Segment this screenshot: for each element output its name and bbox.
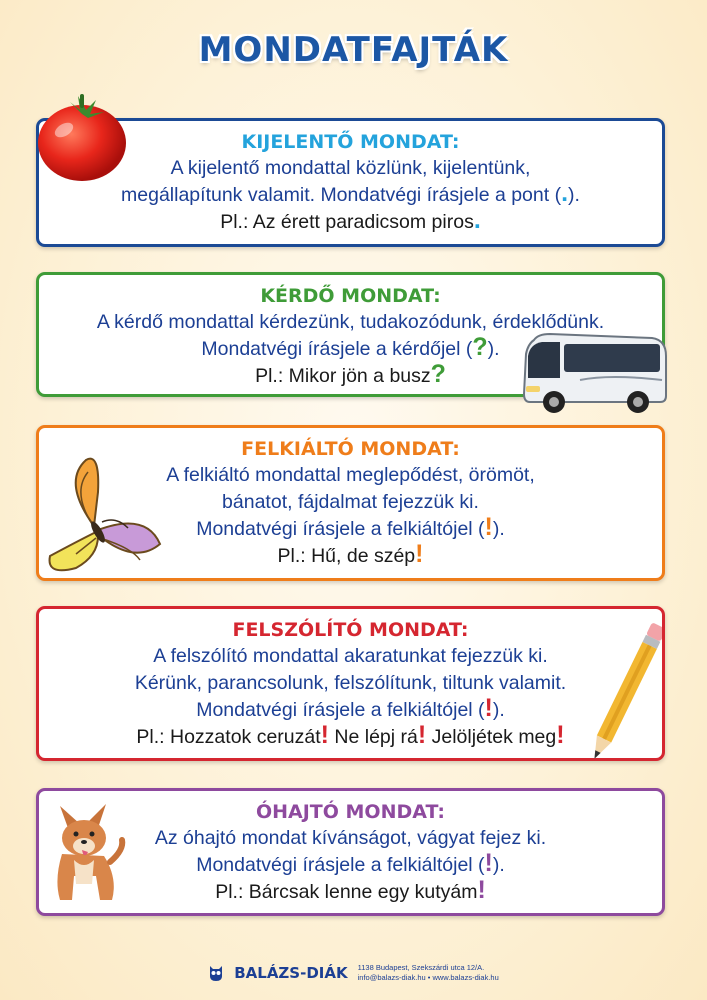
pencil-icon [590,614,662,774]
punctuation-mark: ? [430,360,446,388]
card-heading: KIJELENTŐ MONDAT: [241,131,460,153]
punctuation-mark: ! [417,721,427,749]
punctuation-mark: ! [484,694,493,722]
card-example: Pl.: Mikor jön a busz? [255,360,446,388]
card-heading: KÉRDŐ MONDAT: [260,285,441,307]
footer [0,958,707,988]
footer-address: 1138 Budapest, Szekszárdi utca 12/A. [357,963,485,972]
punctuation-mark: ! [484,513,493,541]
card-text-line: A kijelentő mondattal közlünk, kijelentünk, [170,157,531,179]
card-text-line: A felkiáltó mondattal meglepődést, örömöt, [166,464,535,486]
punctuation-mark: ! [556,721,565,749]
punctuation-mark: ? [472,333,488,361]
butterfly-icon [36,452,166,580]
punctuation-mark: ! [320,721,329,749]
brand-name: BALÁZS-DIÁK [234,964,348,982]
dog-icon [40,800,128,910]
card-heading: FELSZÓLÍTÓ MONDAT: [232,619,469,641]
card-rule-line: Mondatvégi írásjele a felkiáltójel (!). [196,694,505,722]
card-felszolito [36,606,665,761]
card-ohajto [36,788,665,916]
card-example: Pl.: Az érett paradicsom piros. [220,206,481,234]
punctuation-mark: ! [415,540,424,568]
page-title: MONDATFAJTÁK [198,30,509,70]
card-text-line: A kérdő mondattal kérdezünk, tudakozódunk, érdeklődünk. [96,311,605,333]
card-example: Pl.: Hű, de szép! [277,540,424,568]
card-rule-line: Mondatvégi írásjele a felkiáltójel (!). [196,513,505,541]
footer-links: info@balazs-diak.hu • www.balazs-diak.hu [357,973,499,982]
card-rule-line: Mondatvégi írásjele a kérdőjel (?). [201,333,500,361]
card-text-line: Kérünk, parancsolunk, felszólítunk, tiltunk valamit. [134,672,567,694]
card-text-line: Az óhajtó mondat kívánságot, vágyat fejez ki. [154,827,547,849]
card-example: Pl.: Hozzatok ceruzát! Ne lépj rá! Jelöljétek meg! [136,721,565,749]
footer-contact [358,963,499,983]
card-text-line: bánatot, fájdalmat fejezzük ki. [222,491,479,513]
owl-logo-icon [208,964,224,982]
card-heading: ÓHAJTÓ MONDAT: [255,801,446,823]
punctuation-mark: ! [477,876,486,904]
card-example: Pl.: Bárcsak lenne egy kutyám! [215,876,486,904]
card-rule-line: Mondatvégi írásjele a felkiáltójel (!). [196,849,505,877]
tomato-icon [34,88,130,184]
bus-icon [520,330,670,416]
punctuation-mark: . [473,206,481,234]
card-text-line: A felszólító mondattal akaratunkat fejezzük ki. [153,645,548,667]
punctuation-mark: ! [484,849,493,877]
card-rule-line: megállapítunk valamit. Mondatvégi írásjele a pont (.). [121,179,580,207]
punctuation-mark: . [561,179,569,207]
card-heading: FELKIÁLTÓ MONDAT: [241,438,460,460]
card-kijelento [36,118,665,247]
